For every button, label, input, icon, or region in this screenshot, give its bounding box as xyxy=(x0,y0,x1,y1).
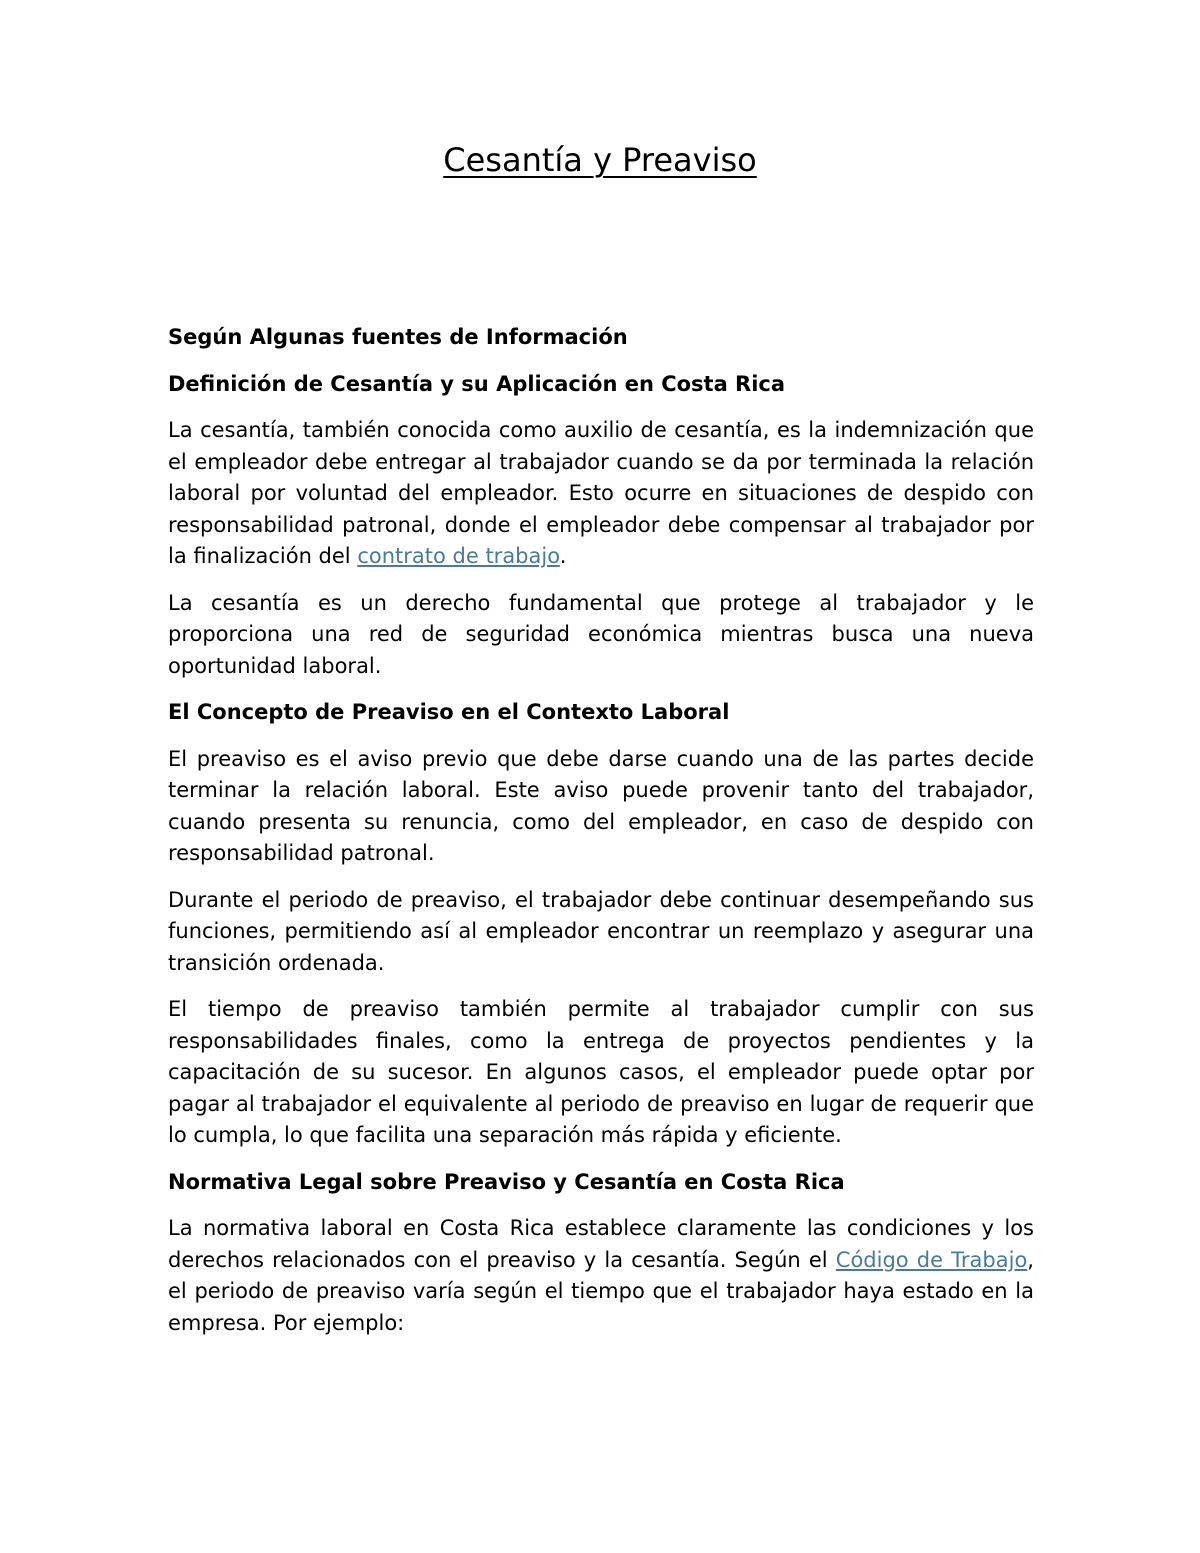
paragraph-preaviso-tiempo: El tiempo de preaviso también permite al trabajador cumplir con sus responsabilidades finales, como la entrega de proyectos pendientes y la capacitación de su sucesor. En algunos casos, el empleador puede optar por pagar al trabajador el equivalente al periodo de preaviso en lugar de requerir que lo cumpla, lo que facilita una separación más rápida y eficiente. xyxy=(168,997,1034,1147)
paragraph-text-end: , el periodo de preaviso varía según el tiempo que el trabajador haya estado en la empresa. Por ejemplo: xyxy=(168,1247,1034,1335)
paragraph-preaviso-definition: El preaviso es el aviso previo que debe darse cuando una de las partes decide terminar la relación laboral. Este aviso puede provenir tanto del trabajador, cuando presenta su renuncia, como del empleador, en caso de despido con responsabilidad patronal. xyxy=(168,746,1034,865)
document-title: Cesantía y Preaviso xyxy=(443,141,757,179)
link-codigo-de-trabajo[interactable]: Código de Trabajo xyxy=(835,1247,1028,1272)
link-contrato-de-trabajo[interactable]: contrato de trabajo xyxy=(357,544,560,568)
paragraph-normativa xyxy=(168,1213,1034,1339)
paragraph-text: La normativa laboral en Costa Rica establece claramente las condiciones y los derechos relacionados con el preaviso y la cesantía. Según el xyxy=(168,1216,1034,1272)
section-heading-normativa: Normativa Legal sobre Preaviso y Cesantía en Costa Rica xyxy=(168,1169,845,1194)
section-heading-preaviso: El Concepto de Preaviso en el Contexto Laboral xyxy=(168,700,730,724)
paragraph-text-end: . xyxy=(559,544,567,568)
intro-heading: Según Algunas fuentes de Información xyxy=(168,325,628,349)
document-body xyxy=(168,322,1034,1354)
paragraph-cesantia-derecho: La cesantía es un derecho fundamental que protege al trabajador y le proporciona una red de seguridad económica mientras busca una nueva oportunidad laboral. xyxy=(168,590,1034,678)
paragraph-preaviso-periodo: Durante el periodo de preaviso, el trabajador debe continuar desempeñando sus funciones, permitiendo así al empleador encontrar un reemplazo y asegurar una transición ordenada. xyxy=(168,887,1034,975)
paragraph-text: La cesantía, también conocida como auxilio de cesantía, es la indemnización que el empleador debe entregar al trabajador cuando se da por terminada la relación laboral por voluntad del empleador. Esto ocurre en situaciones de despido con responsabilidad patronal, donde el empleador debe compensar al trabajador por la finalización del xyxy=(168,418,1034,568)
section-heading-cesantia: Definición de Cesantía y su Aplicación en Costa Rica xyxy=(168,371,786,396)
paragraph-cesantia-definition xyxy=(168,415,1034,573)
